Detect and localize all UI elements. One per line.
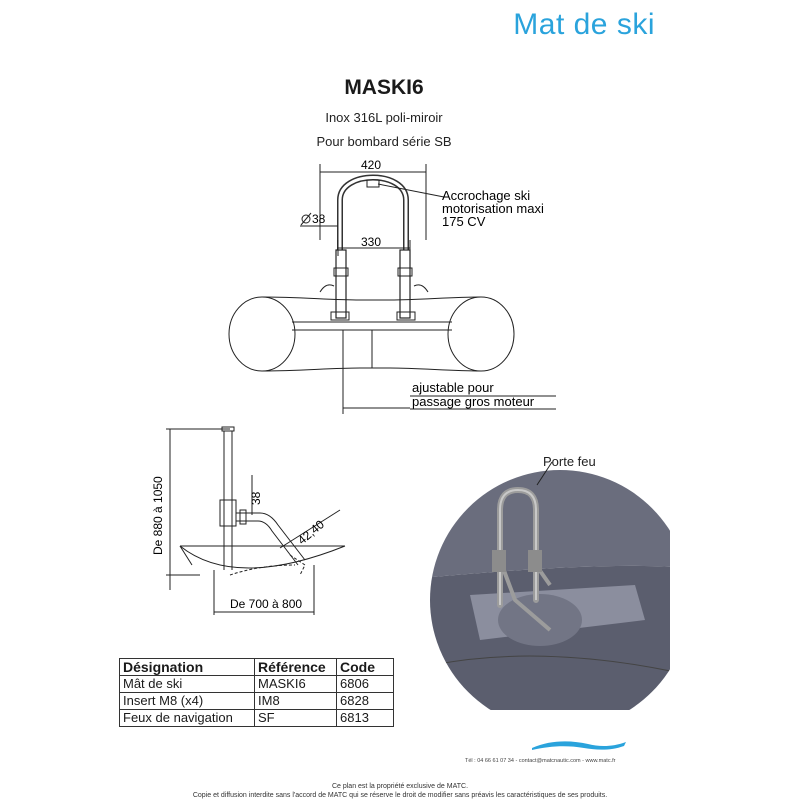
note-line2: motorisation maxi [442,201,544,216]
cell-reference: SF [255,710,337,727]
table-header-row [120,659,394,676]
porte-feu-label: Porte feu [543,454,596,469]
cell-code: 6813 [337,710,394,727]
cell-code: 6828 [337,693,394,710]
adjust-line2: passage gros moteur [412,394,535,409]
note-line1: Accrochage ski [442,188,531,203]
height-label: De 880 à 1050 [151,476,165,555]
header-designation: Désignation [120,659,255,676]
page-title: Mat de ski [513,8,655,41]
header-reference: Référence [255,659,337,676]
footer-line2: Copie et diffusion interdite sans l'accord de MATC qui se réserve le droit de modifier sans préavis les caractéristiques de ses produits. [192,792,608,799]
table-row [120,693,394,710]
left-float [229,297,295,371]
compat-text: Pour bombard série SB [316,134,452,149]
width-label: De 700 à 800 [230,597,303,611]
cell-designation: Insert M8 (x4) [120,693,255,710]
matc-logo [530,738,630,752]
cell-designation: Mât de ski [120,676,255,693]
dim-inner-label: 330 [361,235,382,249]
table-row [120,676,394,693]
cell-reference: MASKI6 [255,676,337,693]
side-dim-tube: 38 [249,491,263,505]
header-code: Code [337,659,394,676]
side-view-drawing [140,415,370,615]
render-view [410,450,670,710]
dim-width-label: 420 [361,158,382,172]
cell-code: 6806 [337,676,394,693]
note-line3: 175 CV [442,214,486,229]
parts-table [119,658,394,727]
table-row [120,710,394,727]
model-name-text: MASKI6 [344,76,424,99]
contact-line: Tél : 04 66 61 07 34 - contact@matcnautic.com - www.matc.fr [465,758,616,764]
cell-reference: IM8 [255,693,337,710]
adjust-line1: ajustable pour [412,380,494,395]
dim-tube-label: 38 [312,212,326,226]
right-float [448,297,514,371]
cell-designation: Feux de navigation [120,710,255,727]
footer-line1: Ce plan est la propriété exclusive de MATC. [331,783,469,790]
material-text: Inox 316L poli-miroir [325,110,443,125]
side-dim-diag: 42,40 [294,517,327,548]
